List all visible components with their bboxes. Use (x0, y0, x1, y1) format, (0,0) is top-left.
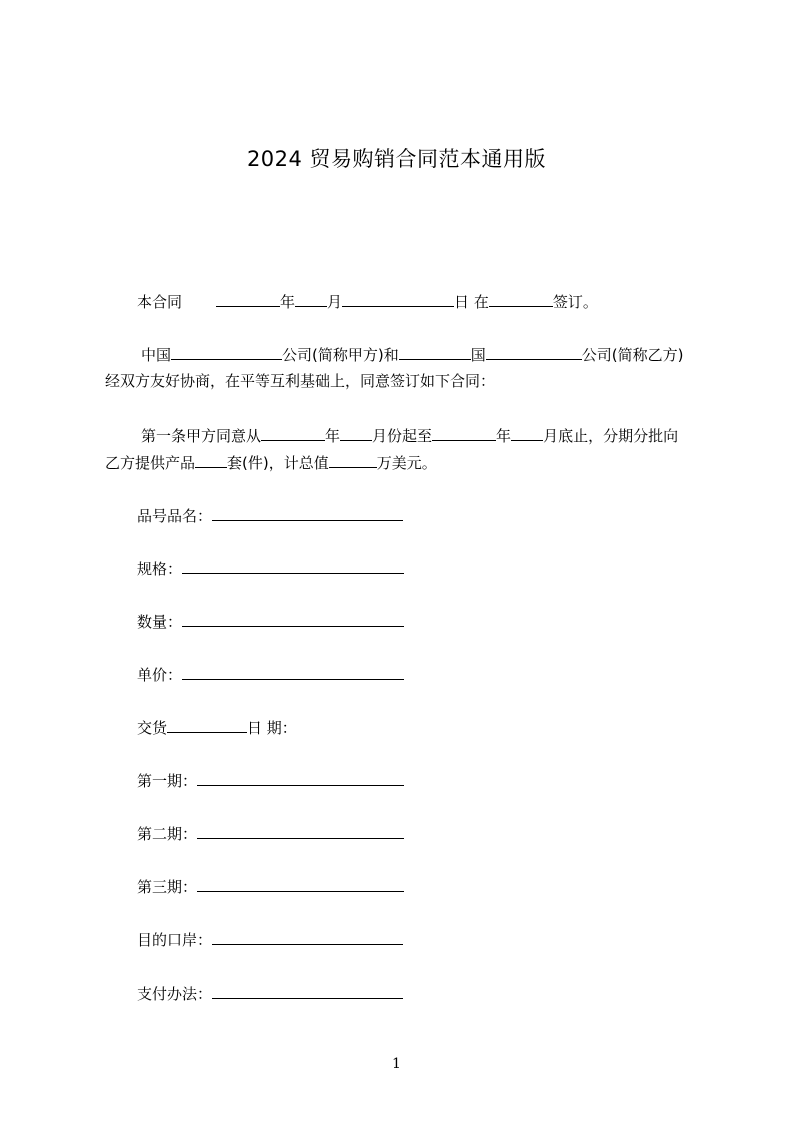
phase2-label: 第二期： (137, 825, 198, 843)
place-blank (489, 291, 553, 307)
total-value-blank (329, 452, 377, 468)
signed-label: 签订。 (552, 293, 598, 311)
month-label: 月 (327, 293, 343, 311)
unit-price-blank (182, 664, 404, 680)
clause-one-line (141, 425, 678, 446)
start-month-blank (340, 425, 372, 441)
delivery-label: 交货 (137, 719, 168, 737)
day-blank (342, 291, 454, 307)
phase3-label: 第三期： (137, 878, 198, 896)
day-at-label: 日 在 (454, 293, 489, 311)
company-b-label: 公司(简称乙方) (581, 346, 684, 364)
document-title: 2024 贸易购销合同范本通用版 (246, 147, 547, 171)
end-month-blank (511, 425, 543, 441)
parties-line (141, 344, 683, 365)
month-end-label: 月底止，分期分批向 (543, 427, 679, 445)
usd-label: 万美元。 (376, 454, 437, 472)
unit-price-label: 单价： (137, 666, 183, 684)
start-year-label: 年 (325, 427, 341, 445)
phase3-blank (197, 876, 404, 892)
party-b-blank (486, 344, 582, 360)
china-label: 中国 (141, 346, 172, 364)
phase2-blank (197, 823, 404, 839)
quantity-label: 数量： (137, 613, 183, 631)
sets-blank (195, 452, 227, 468)
end-year-label: 年 (496, 427, 512, 445)
clause-one-line-2 (105, 452, 437, 473)
spec-label: 规格： (137, 560, 183, 578)
payment-blank (212, 983, 403, 999)
product-name-field (137, 505, 403, 526)
start-year-blank (261, 425, 325, 441)
product-name-blank (212, 505, 403, 521)
destination-port-label: 目的口岸： (137, 931, 213, 949)
spec-blank (182, 558, 404, 574)
spec-field (137, 558, 404, 579)
sets-label: 套(件)，计总值 (227, 454, 329, 472)
year-blank (216, 291, 280, 307)
phase1-blank (197, 770, 404, 786)
phase3-field (137, 876, 404, 897)
payment-field (137, 983, 403, 1004)
payment-label: 支付办法： (137, 985, 213, 1003)
page-number: 1 (392, 1056, 401, 1072)
destination-port-field (137, 929, 403, 950)
phase1-field (137, 770, 404, 791)
month-from-label: 月份起至 (372, 427, 433, 445)
quantity-field (137, 611, 404, 632)
end-year-blank (432, 425, 496, 441)
year-label: 年 (280, 293, 296, 311)
delivery-blank (167, 717, 247, 733)
company-a-label: 公司(简称甲方)和 (282, 346, 399, 364)
supply-product-label: 乙方提供产品 (105, 454, 196, 472)
phase1-label: 第一期： (137, 772, 198, 790)
contract-prefix: 本合同 (137, 293, 183, 311)
destination-port-blank (212, 929, 403, 945)
phase2-field (137, 823, 404, 844)
product-name-label: 品号品名： (137, 507, 213, 525)
contract-date-line (137, 291, 598, 312)
quantity-blank (182, 611, 404, 627)
unit-price-field (137, 664, 404, 685)
delivery-date-field (137, 717, 297, 738)
party-a-blank (171, 344, 282, 360)
month-blank (295, 291, 327, 307)
country-label: 国 (470, 346, 486, 364)
parties-agreement-line: 经双方友好协商，在平等互利基础上，同意签订如下合同： (105, 372, 496, 390)
date-label: 日 期： (247, 719, 297, 737)
country-blank (399, 344, 471, 360)
clause-one-label: 第一条甲方同意从 (141, 427, 262, 445)
